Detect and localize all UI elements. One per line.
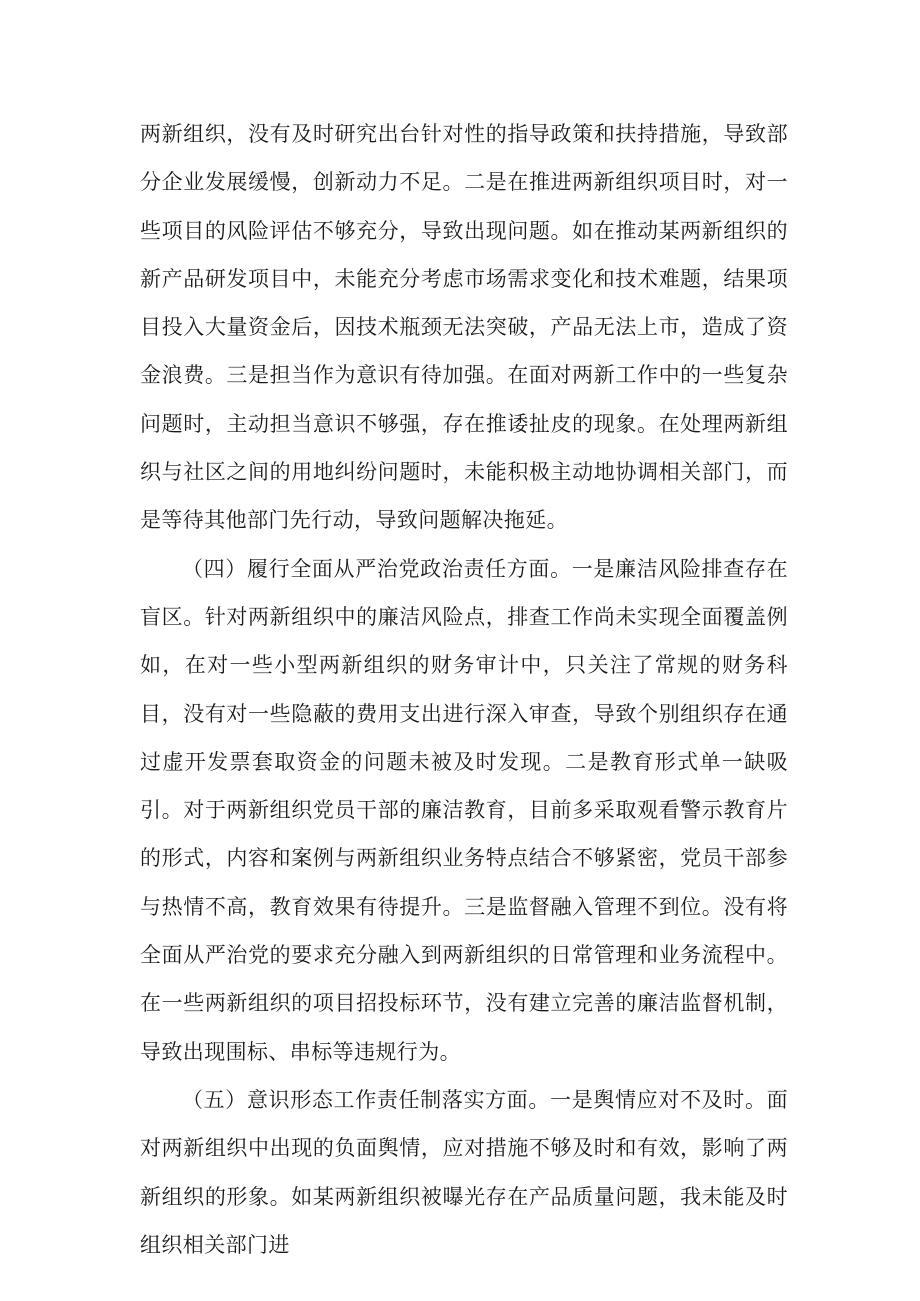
paragraph-section-four: （四）履行全面从严治党政治责任方面。一是廉洁风险排查存在盲区。针对两新组织中的廉洁风险点，排查工作尚未实现全面覆盖例如，在对一些小型两新组织的财务审计中，只关注了常规的财务科目，没有对一些隐蔽的费用支出进行深入审查，导致个别组织存在通过虚开发票套取资金的问题未被及时发现。二是教育形式单一缺吸引。对于两新组织党员干部的廉洁教育，目前多采取观看警示教育片的形式，内容和案例与两新组织业务特点结合不够紧密，党员干部参与热情不高，教育效果有待提升。三是监督融入管理不到位。没有将全面从严治党的要求充分融入到两新组织的日常管理和业务流程中。在一些两新组织的项目招投标环节，没有建立完善的廉洁监督机制，导致出现围标、串标等违规行为。 [140,556,788,1064]
paragraph-continuation: 两新组织，没有及时研究出台针对性的指导政策和扶持措施，导致部分企业发展缓慢，创新动力不足。二是在推进两新组织项目时，对一些项目的风险评估不够充分，导致出现问题。如在推动某两新组织的新产品研发项目中，未能充分考虑市场需求变化和技术难题，结果项目投入大量资金后，因技术瓶颈无法突破，产品无法上市，造成了资金浪费。三是担当作为意识有待加强。在面对两新工作中的一些复杂问题时，主动担当意识不够强，存在推诿扯皮的现象。在处理两新组织与社区之间的用地纠纷问题时，未能积极主动地协调相关部门，而是等待其他部门先行动，导致问题解决拖延。 [140,122,788,533]
document-body [140,110,788,1269]
paragraph-section-five: （五）意识形态工作责任制落实方面。一是舆情应对不及时。面对两新组织中出现的负面舆情，应对措施不够及时和有效，影响了两新组织的形象。如某两新组织被曝光存在产品质量问题，我未能及时组织相关部门进 [140,1087,788,1257]
